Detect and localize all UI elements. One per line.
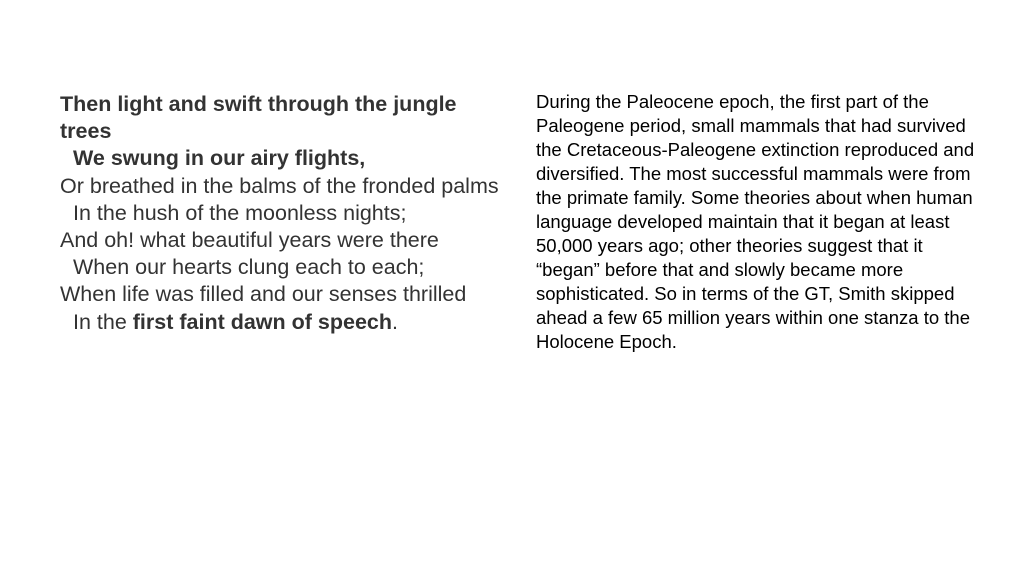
- poem-excerpt: [60, 91, 500, 336]
- commentary-paragraph: During the Paleocene epoch, the first part of the Paleogene period, small mammals that had survived the Cretaceous-Paleogene extinction reproduced and diversified. The most successful mammals were from the primate family. Some theories about when human language developed maintain that it began at least 50,000 years ago; other theories suggest that it “began” before that and slowly became more sophisticated. So in terms of the GT, Smith skipped ahead a few 65 million years within one stanza to the Holocene Epoch.: [536, 91, 975, 352]
- poem-line-4: In the hush of the moonless nights;: [73, 200, 407, 225]
- poem-line-8: [60, 309, 500, 336]
- poem-line-8-prefix: In the: [73, 309, 133, 334]
- poem-line-3: Or breathed in the balms of the fronded palms: [60, 173, 499, 198]
- poem-line-6: When our hearts clung each to each;: [73, 255, 425, 280]
- poem-line-7: When life was filled and our senses thrilled: [60, 282, 467, 307]
- poem-line-8-suffix: .: [392, 309, 398, 334]
- poem-line-5: And oh! what beautiful years were there: [60, 228, 439, 253]
- poem-line-1: Then light and swift through the jungle trees: [60, 92, 457, 144]
- poem-line-2: We swung in our airy flights,: [73, 146, 366, 171]
- poem-line-8-emphasis: first faint dawn of speech: [132, 309, 392, 334]
